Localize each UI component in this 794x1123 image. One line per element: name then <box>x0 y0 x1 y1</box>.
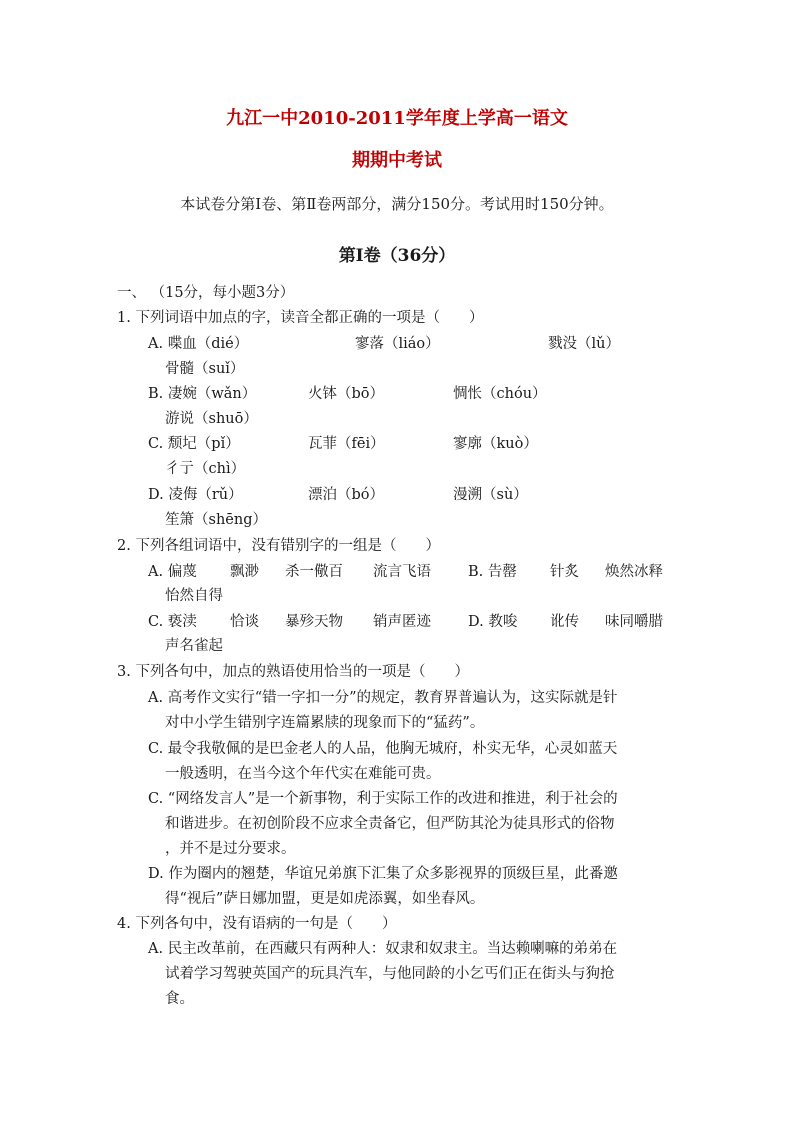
q4-option-a-line3: 食。 <box>165 991 194 1007</box>
q3-option-a-line1: A. 高考作文实行“错一字扣一分”的规定，教育界普遍认为，这实际就是针 <box>148 690 618 706</box>
q1-d-item1: D. 凌侮（rǔ） <box>148 487 243 503</box>
q2-r1-item5: B. 告罄 <box>468 564 517 580</box>
q1-c-item3: 寥廓（kuò） <box>453 436 538 452</box>
q2-r1-item1: A. 偏蔑 <box>148 564 197 580</box>
q2-r2-item6: 讹传 <box>550 614 579 630</box>
q3-option-c-line2: 和谐进步。在初创阶段不应求全责备它，但严防其沦为徒具形式的俗物 <box>165 816 615 832</box>
q2-r1-item6: 针炙 <box>550 564 579 580</box>
q3-option-c-line3: ，并不是过分要求。 <box>165 841 296 857</box>
q4-option-a-line2: 试着学习驾驶英国产的玩具汽车，与他同龄的小乞丐们正在街头与狗抢 <box>165 966 615 982</box>
q1-a-item2: 寥落（liáo） <box>355 336 440 352</box>
exam-title-line1: 九江一中2010-2011学年度上学高一语文 <box>226 108 568 129</box>
q2-r1-item2: 飘渺 <box>230 564 259 580</box>
q1-b-item2: 火钵（bō） <box>308 386 385 402</box>
q1-d-item2: 漂泊（bó） <box>308 487 385 503</box>
q3-option-b-line2: 一般透明，在当今这个年代实在难能可贵。 <box>165 766 441 782</box>
q2-r1-item4: 流言飞语 <box>373 564 431 580</box>
q2-stem: 2. 下列各组词语中，没有错别字的一组是（ ） <box>117 538 440 554</box>
q3-option-c-line1: C. “网络发言人”是一个新事物，利于实际工作的改进和推进，利于社会的 <box>148 791 618 807</box>
q2-r2-item4: 销声匿迹 <box>373 614 431 630</box>
q1-b-item1: B. 凄婉（wǎn） <box>148 386 257 402</box>
q1-d-item3: 漫溯（sù） <box>453 487 528 503</box>
q1-a-item1: A. 喋血（dié） <box>148 336 249 352</box>
q2-r2-item7: 味同嚼腊 <box>605 614 663 630</box>
q3-stem: 3. 下列各句中，加点的熟语使用恰当的一项是（ ） <box>117 664 469 680</box>
q2-r2-item2: 恰谈 <box>230 614 259 630</box>
q1-c-tail: 彳亍（chì） <box>165 461 246 477</box>
q1-stem: 1. 下列词语中加点的字，读音全都正确的一项是（ ） <box>117 310 484 326</box>
q2-r1-item7: 焕然冰释 <box>605 564 663 580</box>
part-heading: 一、 （15分，每小题3分） <box>117 285 295 301</box>
exam-intro: 本试卷分第Ⅰ卷、第Ⅱ卷两部分，满分150分。考试用时150分钟。 <box>180 195 614 213</box>
q2-row2-tail: 声名雀起 <box>165 638 223 654</box>
q1-c-item2: 瓦菲（fēi） <box>308 436 385 452</box>
q2-r2-item3: 暴殄天物 <box>285 614 343 630</box>
q1-a-tail: 骨髓（suǐ） <box>165 361 245 377</box>
q3-option-b-line1: C. 最令我敬佩的是巴金老人的人品，他胸无城府，朴实无华，心灵如蓝天 <box>148 741 618 757</box>
q1-b-item3: 惆怅（chóu） <box>453 386 547 402</box>
q1-b-tail: 游说（shuō） <box>165 411 258 427</box>
q2-r2-item1: C. 亵渎 <box>148 614 197 630</box>
q4-stem: 4. 下列各句中，没有语病的一句是（ ） <box>117 916 397 932</box>
q1-c-item1: C. 颓圮（pǐ） <box>148 436 240 452</box>
q2-r2-item5: D. 教唆 <box>468 614 518 630</box>
q3-option-d-line1: D. 作为圈内的翘楚，华谊兄弟旗下汇集了众多影视界的顶级巨星，此番邀 <box>148 866 618 882</box>
q3-option-a-line2: 对中小学生错别字连篇累牍的现象而下的“猛药”。 <box>165 715 485 731</box>
q1-a-item3: 戮没（lǔ） <box>548 336 620 352</box>
q4-option-a-line1: A. 民主改革前，在西藏只有两种人：奴隶和奴隶主。当达赖喇嘛的弟弟在 <box>148 941 618 957</box>
q1-d-tail: 笙箫（shēng） <box>165 512 267 528</box>
exam-title-line2: 期期中考试 <box>352 150 442 171</box>
section-title: 第Ⅰ卷（36分） <box>338 246 456 266</box>
q2-r1-item3: 杀一儆百 <box>285 564 343 580</box>
q3-option-d-line2: 得“视后”萨日娜加盟，更是如虎添翼，如坐春风。 <box>165 891 485 907</box>
q2-row1-tail: 怡然自得 <box>165 588 223 604</box>
